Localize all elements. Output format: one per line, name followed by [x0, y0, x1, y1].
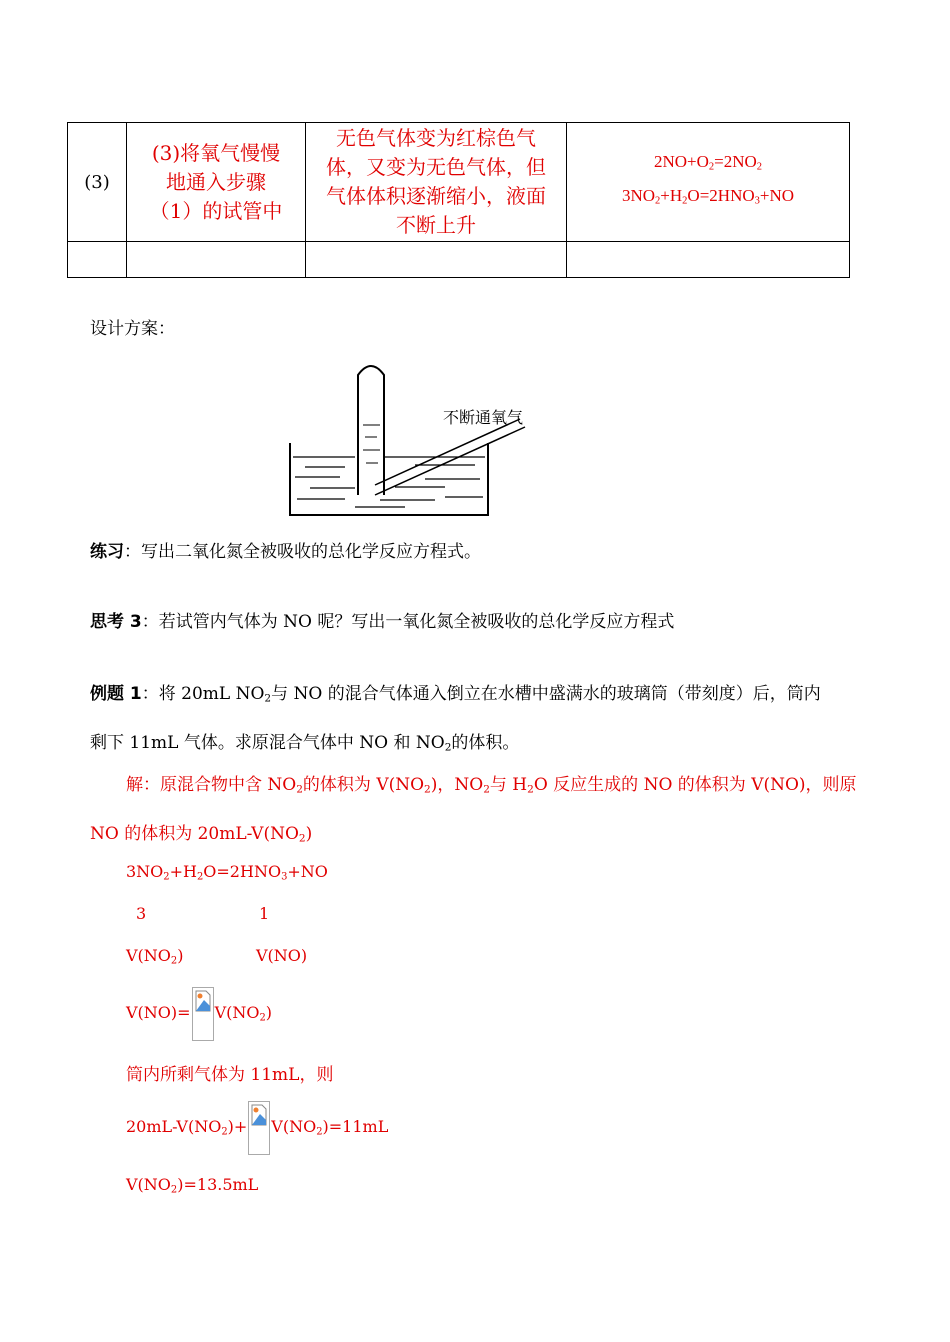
- equation-cell: [567, 123, 850, 242]
- test-tube: [358, 366, 384, 495]
- oxygen-tube-edge: [375, 419, 520, 485]
- empty-cell: [567, 242, 850, 278]
- equation-line: $3NO_2+H_2O=2HNO_3+NO$: [621, 186, 795, 207]
- oxygen-tube: [375, 427, 525, 495]
- solution-line1: 解：原混合物中含 $NO_2$的体积为 $V(NO_2)$，$NO_2$与 $H_2O$ 反应生成的 NO 的体积为 V(NO)，则原: [126, 775, 857, 796]
- remain-line: 筒内所剩气体为 11mL，则: [126, 1065, 334, 1085]
- result-line: $V(NO_2)=13.5mL$: [126, 1175, 259, 1196]
- empty-cell: [127, 242, 306, 278]
- example1-line1: 例题 1：将 20mL $NO_2$与 NO 的混合气体通入倒立在水槽中盛满水的玻璃筒（带刻度）后，筒内: [90, 684, 821, 705]
- coef-left: 3: [136, 904, 147, 923]
- empty-cell: [68, 242, 127, 278]
- practice-text: ：写出二氧化氮全被吸收的总化学反应方程式。: [124, 542, 481, 562]
- practice-line: [90, 537, 481, 562]
- step-cell: [127, 123, 306, 242]
- calc-line: $20mL-V(NO_2)+$ $V(NO_2)=11mL$: [126, 1100, 388, 1154]
- solution-equation: $3NO_2+H_2O=2HNO_3+NO$: [126, 862, 328, 883]
- think3-text: ：若试管内气体为 NO 呢？写出一氧化氮全被吸收的总化学反应方程式: [141, 612, 675, 632]
- phenomenon-cell: [306, 123, 567, 242]
- apparatus-diagram: [285, 355, 545, 520]
- step-line: (3)将氧气慢慢: [151, 140, 281, 165]
- practice-label: 练习: [90, 542, 124, 562]
- water-surface: [293, 457, 485, 507]
- example1-label: 例题 1: [90, 684, 142, 704]
- step-line: 地通入步骤: [166, 169, 266, 194]
- tube-water-level: [363, 425, 380, 463]
- solution-line2: NO 的体积为 $20mL-V(NO_2)$: [90, 824, 313, 845]
- design-label: 设计方案：: [90, 319, 175, 339]
- fraction-image-icon: [192, 987, 214, 1041]
- experiment-table: [67, 122, 850, 278]
- think3-label: 思考 3: [90, 612, 142, 632]
- row-number: (3): [84, 171, 110, 193]
- table-row: [68, 242, 850, 278]
- fraction-image-icon: [248, 1101, 270, 1155]
- think3-line: [90, 607, 674, 632]
- example1-line2: 剩下 11mL 气体。求原混合气体中 NO 和 $NO_2$的体积。: [90, 733, 520, 754]
- empty-cell: [306, 242, 567, 278]
- phenomenon-line: 体，又变为无色气体，但: [326, 155, 546, 179]
- phenomenon-line: 气体体积逐渐缩小，液面: [326, 184, 546, 208]
- relation-line: V(NO)= $V(NO_2)$: [126, 986, 272, 1040]
- row-number-cell: [68, 123, 127, 242]
- step-line: （1）的试管中: [149, 198, 283, 223]
- phenomenon-line: 无色气体变为红棕色气: [336, 126, 536, 150]
- vno-label: V(NO): [256, 946, 308, 965]
- vno2-label: $V(NO_2)$: [126, 946, 184, 967]
- oxygen-label: 不断通氧气: [443, 408, 524, 427]
- coef-right: 1: [259, 904, 270, 923]
- phenomenon-line: 不断上升: [396, 213, 476, 237]
- table-row: [68, 123, 850, 242]
- equation-line: $2NO+O_2=2NO_2$: [653, 152, 763, 173]
